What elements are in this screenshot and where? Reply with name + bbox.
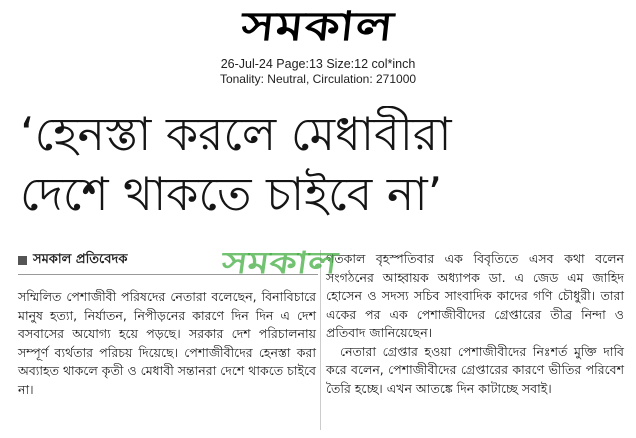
article-paragraph: নেতারা গ্রেপ্তার হওয়া পেশাজীবীদের নিঃশর্ত মুক্তি দাবি করে বলেন, পেশাজীবীদের গ্রেপ্তারের কারণে ভীতির পরিবেশ তৈরি হচ্ছে। এখন আতঙ্কে দিন কাটাচ্ছে সবাই। bbox=[326, 343, 624, 396]
article-paragraph: গতকাল বৃহস্পতিবার এক বিবৃতিতে এসব কথা বলেন সংগঠনের আহ্বায়ক অধ্যাপক ডা. এ জেড এম জাহিদ হোসেন ও সদস্য সচিব সাংবাদিক কাদের গণি চৌধুরী। তারা একের পর এক পেশাজীবীদের গ্রেপ্তারের তীব্র নিন্দা ও প্রতিবাদ জানিয়েছেন। bbox=[326, 251, 624, 340]
headline-line-2: দেশে থাকতে চাইবে না’ bbox=[20, 167, 443, 221]
newspaper-logo: সমকাল bbox=[239, 4, 397, 50]
byline-text: সমকাল প্রতিবেদক bbox=[33, 252, 128, 267]
byline bbox=[18, 250, 127, 271]
headline-line-1: ‘হেনস্তা করলে মেধাবীরা bbox=[20, 107, 452, 161]
watermark-logo: সমকাল bbox=[219, 246, 340, 281]
clipping-info-line: 26-Jul-24 Page:13 Size:12 col*inch bbox=[220, 57, 416, 71]
column-divider bbox=[320, 250, 321, 430]
article-paragraph: সম্মিলিত পেশাজীবী পরিষদের নেতারা বলেছেন, বিনাবিচারে মানুষ হত্যা, নির্যাতন, নিপীড়নের কারণে দিন দিন এ দেশ বসবাসের অযোগ্য হয়ে পড়ছে। সরকার দেশ পরিচালনায় সম্পূর্ণ ব্যর্থতার পরিচয় দিয়েছে। পেশাজীবীদের হেনস্তা করা অব্যাহত থাকলে কৃতী ও মেধাবী সন্তানরা দেশে থাকতে চাইবে না। bbox=[18, 289, 316, 397]
byline-rule bbox=[18, 274, 318, 275]
article-column-left bbox=[18, 288, 316, 399]
clipping-tonality-line: Tonality: Neutral, Circulation: 271000 bbox=[219, 72, 417, 86]
newspaper-masthead bbox=[0, 2, 636, 54]
byline-bullet-icon bbox=[18, 256, 27, 265]
article-column-right bbox=[326, 250, 624, 398]
